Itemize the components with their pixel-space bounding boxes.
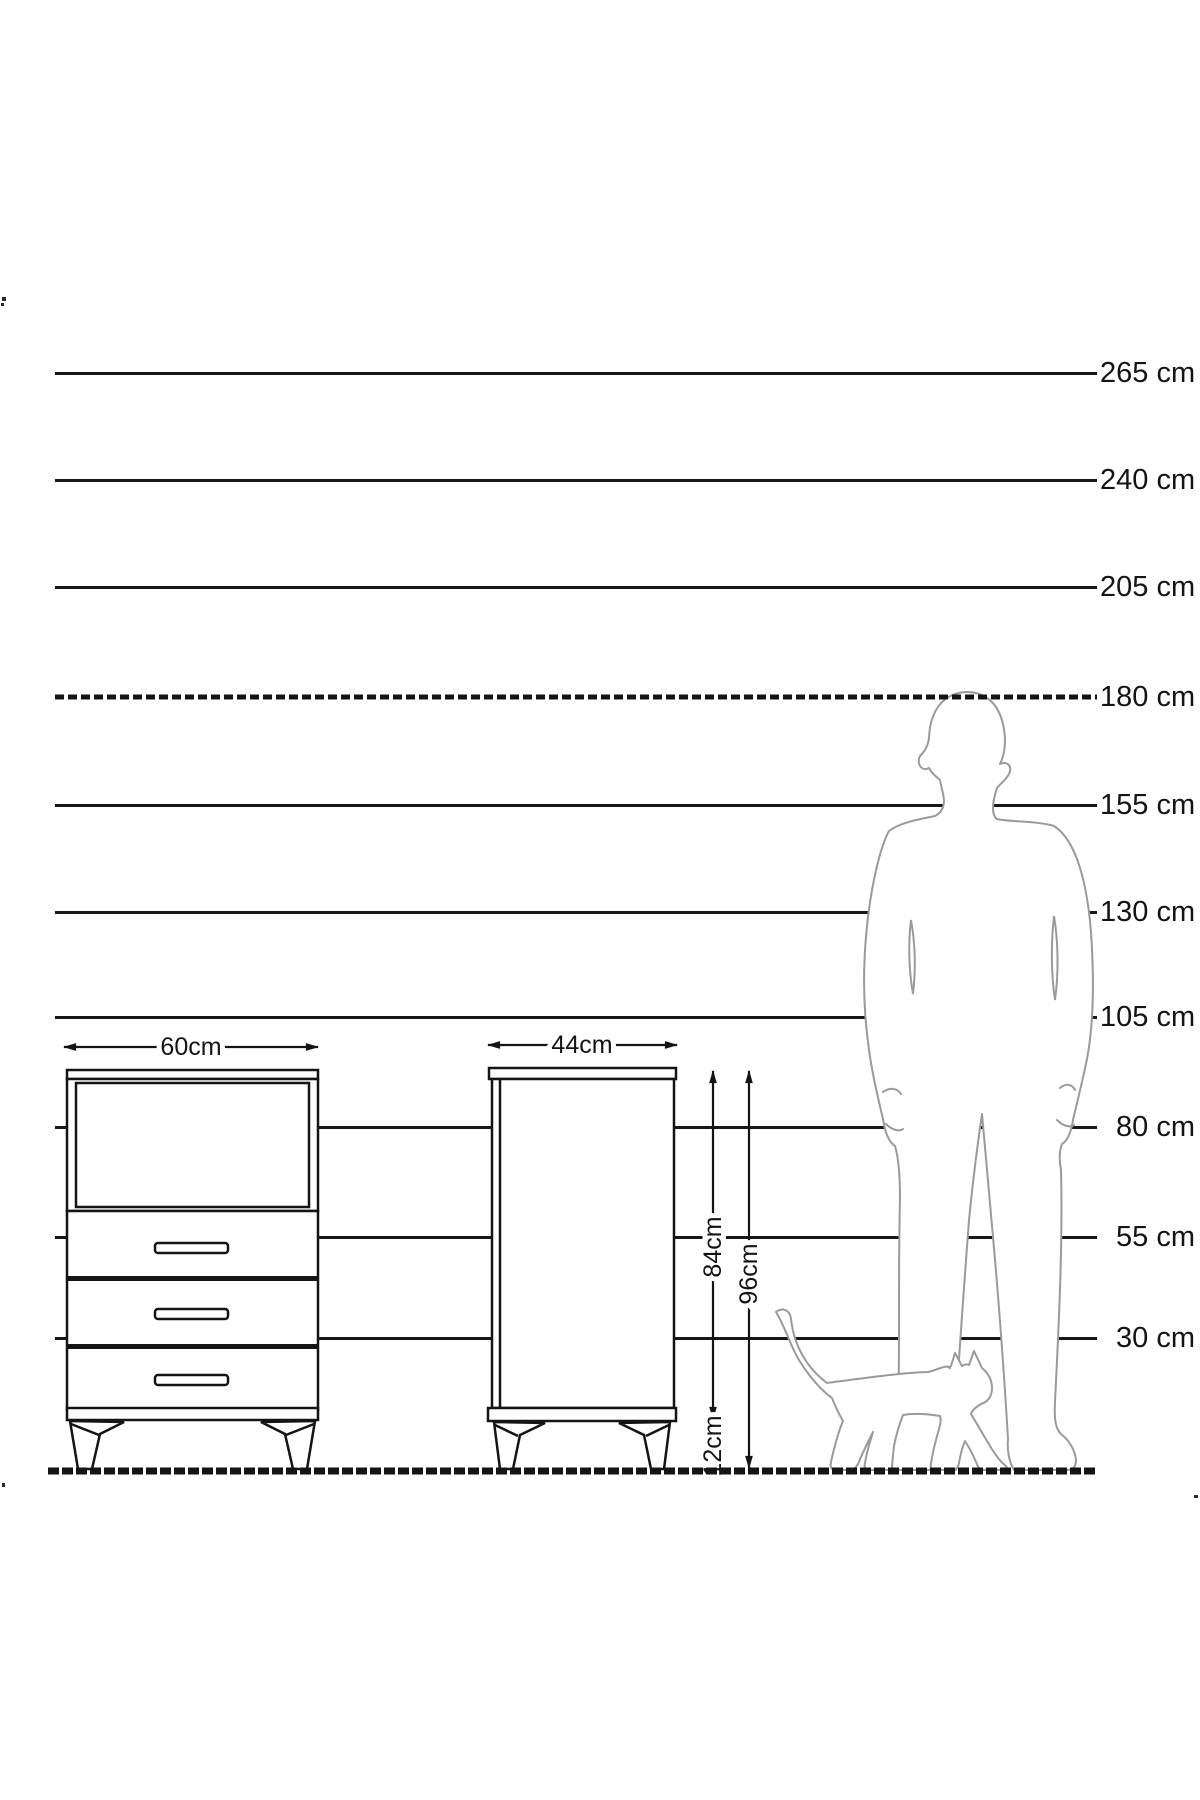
- height-label-265: 265 cm: [1100, 357, 1196, 389]
- cabinet-side-body: [492, 1079, 674, 1408]
- depth-dimension-label: 44cm: [551, 1031, 613, 1059]
- height-label-105: 105 cm: [1100, 1001, 1196, 1033]
- cabinet-front-leg-left: [70, 1421, 124, 1469]
- height-label-55: 55 cm: [1116, 1221, 1195, 1253]
- drawer-divider: [67, 1276, 318, 1281]
- cabinet-side-bottom-board: [488, 1408, 676, 1421]
- height-label-180: 180 cm: [1100, 681, 1196, 713]
- cabinet-front-top-board: [67, 1070, 318, 1079]
- cabinet-front-leg-right: [261, 1421, 315, 1469]
- cabinet-front-drawer-block: [67, 1211, 318, 1410]
- height-label-30: 30 cm: [1116, 1322, 1195, 1354]
- cat-silhouette: [776, 1310, 1007, 1470]
- cabinet-front-carcass: [67, 1079, 318, 1211]
- cabinet-front-view: [67, 1070, 318, 1469]
- cabinet-side-top-board: [489, 1068, 676, 1079]
- height-label-240: 240 cm: [1100, 464, 1196, 496]
- man-silhouette: [864, 692, 1093, 1470]
- leg-height-dimension-label: 12cm: [699, 1415, 727, 1477]
- cabinet-front-bottom-board: [67, 1408, 318, 1420]
- drawer-divider: [67, 1344, 318, 1349]
- height-label-80: 80 cm: [1116, 1111, 1195, 1143]
- cat-outline: [776, 1310, 1007, 1470]
- height-label-155: 155 cm: [1100, 789, 1196, 821]
- cabinet-side-view: [488, 1068, 676, 1469]
- height-label-130: 130 cm: [1100, 896, 1196, 928]
- width-dimension-label: 60cm: [160, 1033, 222, 1061]
- height-label-205: 205 cm: [1100, 571, 1196, 603]
- body-height-dimension-label: 84cm: [699, 1216, 727, 1278]
- man-outline: [864, 692, 1093, 1470]
- total-height-dimension-label: 96cm: [735, 1243, 763, 1305]
